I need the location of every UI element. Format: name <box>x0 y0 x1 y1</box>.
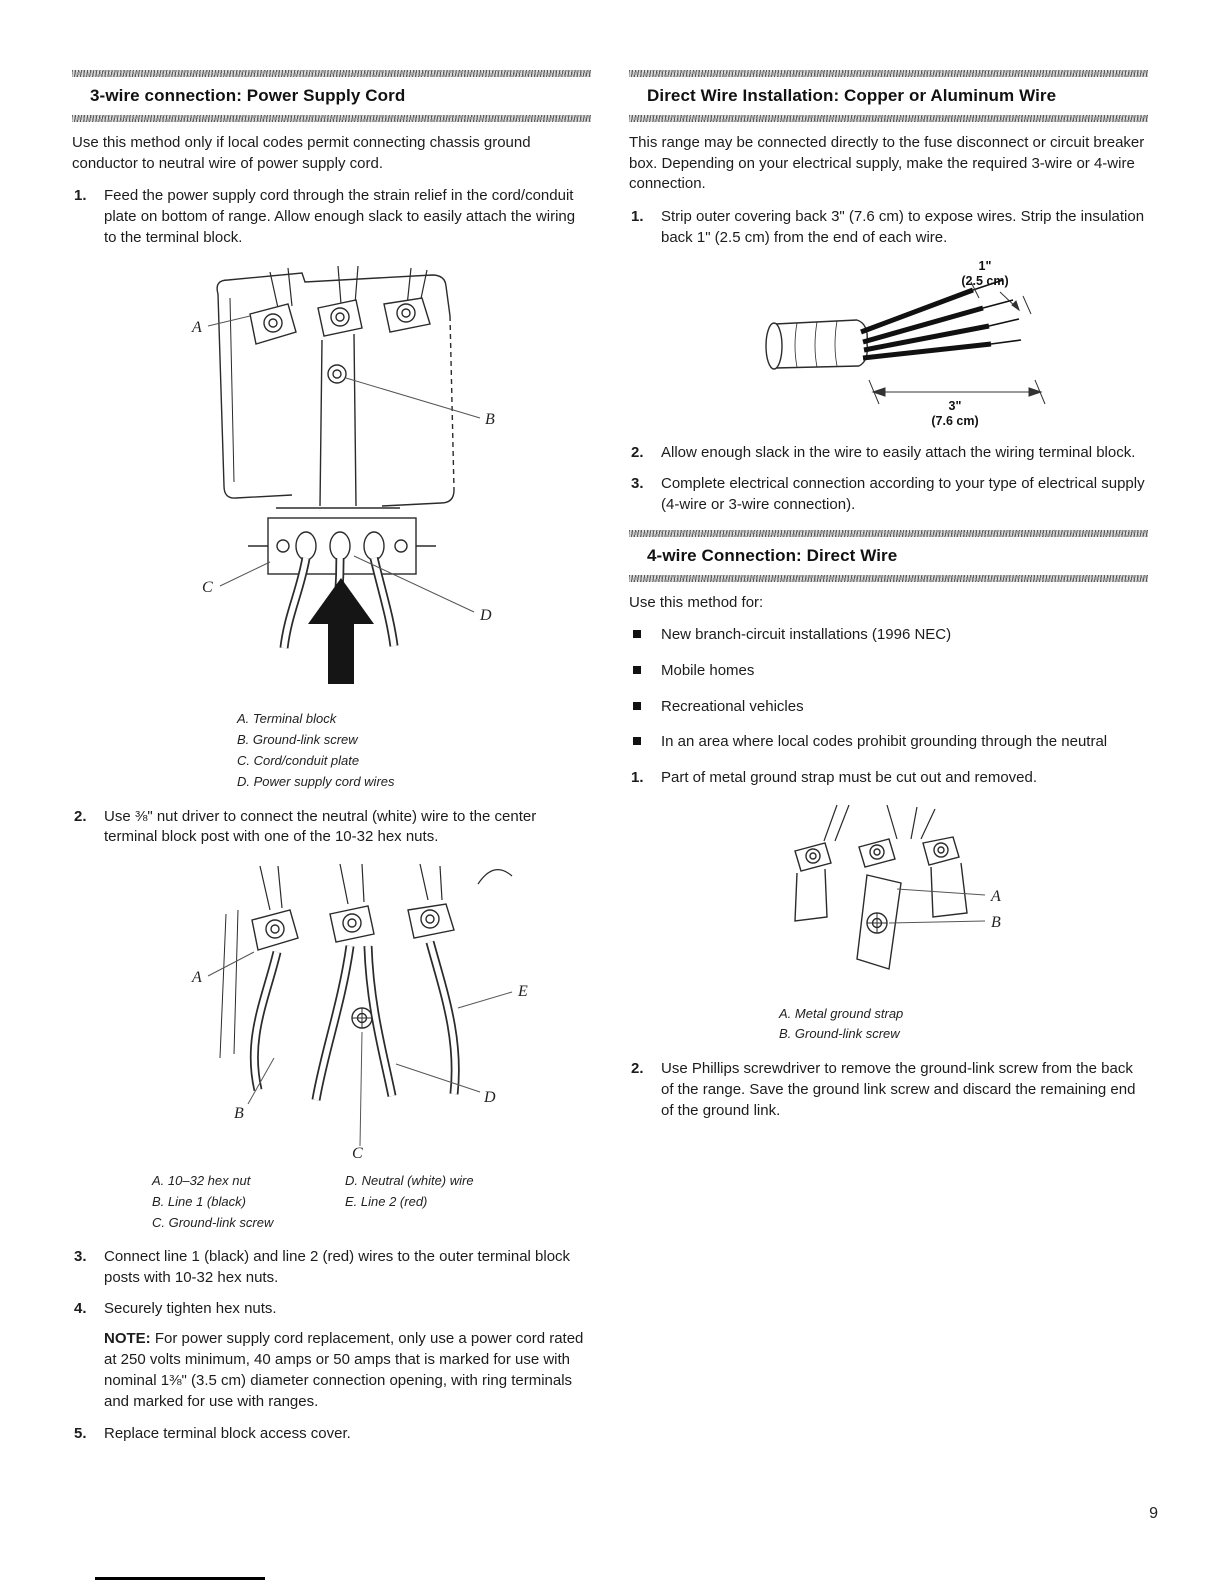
caption-line: D. Power supply cord wires <box>237 773 395 789</box>
numbered-step <box>629 207 1148 248</box>
bullet-text: New branch-circuit installations (1996 NEC) <box>661 626 952 644</box>
terminal-posts <box>252 904 454 950</box>
caption-line: C. Ground-link screw <box>152 1214 274 1230</box>
step-text: Securely tighten hex nuts. <box>104 1299 277 1317</box>
bullet-square-icon <box>633 737 641 745</box>
fig4-label-b: B <box>991 913 1001 931</box>
figure-ground-strap <box>769 799 1148 996</box>
caption-line: A. 10–32 hex nut <box>152 1173 251 1188</box>
hatch-rule <box>629 115 1148 122</box>
step-number: 1. <box>631 208 644 226</box>
step-number: 2. <box>74 807 87 825</box>
two-column-layout <box>72 70 1148 1455</box>
fig1-label-b: B <box>485 411 495 429</box>
dim-25cm: (2.5 cm) <box>961 274 1009 289</box>
step-text: Connect line 1 (black) and line 2 (red) wires to the outer terminal block posts with 10-32 hex nuts. <box>104 1248 571 1287</box>
step-number: 3. <box>74 1248 87 1266</box>
intro-paragraph: Use this method only if local codes permit connecting chassis ground conductor to neutral wire of power supply cord. <box>72 134 531 172</box>
step-text: Replace terminal block access cover. <box>104 1425 351 1443</box>
intro-paragraph: This range may be connected directly to the fuse disconnect or circuit breaker box. Depending on your electrical supply, make the required 3-wire or 4-wire connection. <box>629 134 1145 193</box>
fig2-label-d: D <box>484 1089 496 1106</box>
fig2-label-c: C <box>352 1145 363 1158</box>
caption-line: A. Metal ground strap <box>779 1005 904 1021</box>
step-number: 1. <box>631 768 644 786</box>
note-label: NOTE: <box>104 1330 151 1348</box>
caption-line: E. Line 2 (red) <box>345 1193 428 1209</box>
step-text: Strip outer covering back 3" (7.6 cm) to expose wires. Strip the insulation back 1" (2.5 cm) from the end of each wire. <box>661 208 1145 246</box>
numbered-step <box>629 768 1148 789</box>
up-arrow-icon <box>308 578 374 684</box>
dim-3in: 3" <box>948 399 962 414</box>
fig1-label-d: D <box>480 607 492 625</box>
numbered-step <box>72 807 591 848</box>
left-column <box>72 70 591 1455</box>
caption-line: A. Terminal block <box>237 711 337 727</box>
numbered-step <box>629 474 1148 515</box>
bullet-square-icon <box>633 630 641 638</box>
section-title-3wire: 3-wire connection: Power Supply Cord <box>90 86 406 105</box>
figure-terminal-block-wiring <box>182 858 591 1163</box>
numbered-step <box>72 1299 591 1320</box>
numbered-step <box>629 1059 1148 1121</box>
step-number: 2. <box>631 1060 644 1078</box>
hatch-rule <box>72 70 591 77</box>
bullet-square-icon <box>633 666 641 674</box>
step-number: 1. <box>74 187 87 205</box>
section-title-direct-wire: Direct Wire Installation: Copper or Aluminum Wire <box>647 86 1057 105</box>
fig2-label-b: B <box>234 1105 244 1122</box>
note-paragraph <box>104 1329 591 1412</box>
bullet-item <box>629 697 1148 718</box>
step-number: 5. <box>74 1425 87 1443</box>
step-text: Allow enough slack in the wire to easily attach the wiring terminal block. <box>661 444 1136 462</box>
fig2-label-e: E <box>518 983 528 1000</box>
step-text: Complete electrical connection according to your type of electrical supply (4-wire or 3-wire connection). <box>661 475 1145 513</box>
caption-line: B. Line 1 (black) <box>152 1193 246 1209</box>
figure4-captions <box>779 1004 1148 1046</box>
ground-link-screw <box>328 365 346 383</box>
numbered-step <box>72 1424 591 1445</box>
right-column <box>629 70 1148 1455</box>
step-text: Feed the power supply cord through the strain relief in the cord/conduit plate on bottom of range. Allow enough slack to easily attach the wiring to the terminal block. <box>104 187 576 246</box>
page-number: 9 <box>1149 1505 1158 1522</box>
exposed-wires <box>861 280 1021 358</box>
section-title-4wire: 4-wire Connection: Direct Wire <box>647 545 898 565</box>
use-for-line: Use this method for: <box>629 593 764 611</box>
caption-line: B. Ground-link screw <box>237 732 358 748</box>
fig1-label-c: C <box>202 579 213 597</box>
step-number: 3. <box>631 475 644 493</box>
step-number: 4. <box>74 1299 87 1317</box>
caption-line: D. Neutral (white) wire <box>345 1173 474 1188</box>
bullet-text: Mobile homes <box>661 661 755 679</box>
numbered-step <box>629 443 1148 464</box>
step-text: Use ⅜" nut driver to connect the neutral (white) wire to the center terminal block post with one of the 10-32 hex nuts. <box>104 807 537 846</box>
bullet-text: In an area where local codes prohibit grounding through the neutral <box>661 733 1108 751</box>
numbered-step <box>72 1247 591 1288</box>
dim-76cm: (7.6 cm) <box>931 414 979 429</box>
hatch-rule <box>629 530 1148 537</box>
terminal-posts <box>795 837 959 871</box>
figure-stripped-wire <box>757 258 1148 435</box>
bullet-square-icon <box>633 702 641 710</box>
bullet-text: Recreational vehicles <box>661 697 804 715</box>
bottom-rule <box>95 1577 265 1580</box>
figure1-captions <box>237 709 591 792</box>
fig1-label-a: A <box>192 319 202 337</box>
hatch-rule <box>72 115 591 122</box>
note-text: For power supply cord replacement, only use a power cord rated at 250 volts minimum, 40 amps or 50 amps that is marked for use with nominal 1⅜" (3.5 cm) diameter connection opening, with ring terminals and marked for use with ranges. <box>104 1330 584 1410</box>
bullet-item <box>629 661 1148 682</box>
fig4-label-a: A <box>991 887 1001 905</box>
hatch-rule <box>629 575 1148 582</box>
hatch-rule <box>629 70 1148 77</box>
bullet-item <box>629 625 1148 646</box>
bullet-item <box>629 732 1148 753</box>
dim-1in: 1" <box>978 259 992 274</box>
step-text: Part of metal ground strap must be cut out and removed. <box>661 768 1038 786</box>
figure-terminal-block-cord <box>184 258 591 701</box>
step-number: 2. <box>631 444 644 462</box>
caption-line: C. Cord/conduit plate <box>237 753 360 769</box>
figure2-captions <box>152 1171 591 1233</box>
numbered-step <box>72 186 591 248</box>
caption-line: B. Ground-link screw <box>779 1026 900 1042</box>
fig2-label-a: A <box>192 969 202 986</box>
step-text: Use Phillips screwdriver to remove the ground-link screw from the back of the range. Save the ground link screw and discard the remaining end of the ground link. <box>661 1060 1136 1119</box>
